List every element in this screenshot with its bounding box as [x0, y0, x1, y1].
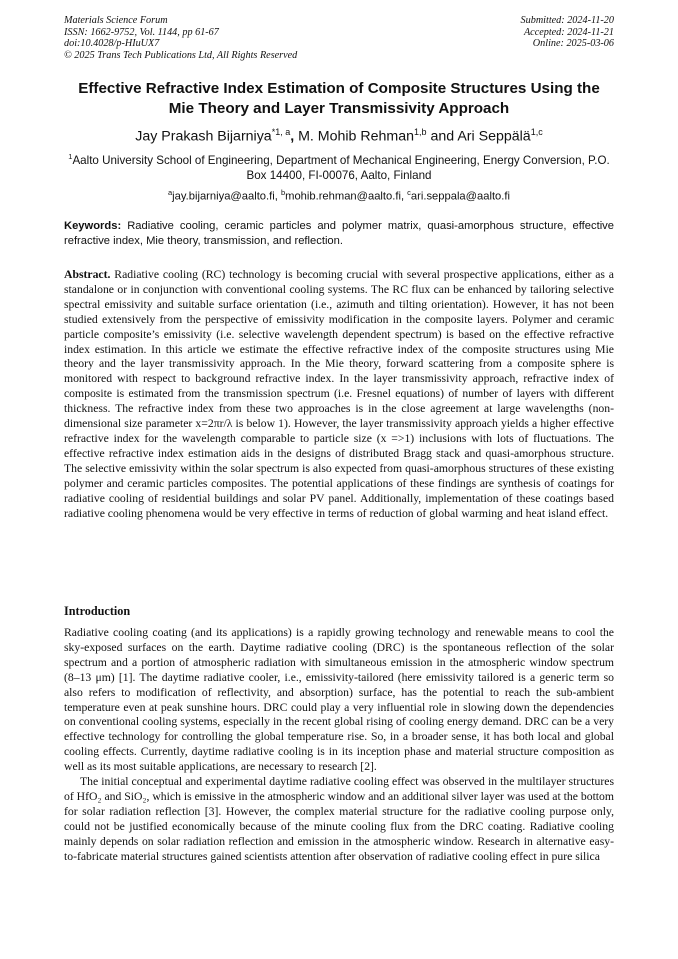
author-3-name: Ari Seppälä — [457, 128, 531, 145]
author-1-marker: *1, a — [271, 127, 291, 137]
affiliation-text: Aalto University School of Engineering, Department of Mechanical Engineering, Energy Conversion, P.O. Box 14400, FI-00076, Aalto, Finland — [72, 153, 610, 183]
journal-header-right — [521, 15, 614, 50]
author-separator-1: , — [290, 128, 299, 145]
title-line-1: Effective Refractive Index Estimation of Composite Structures Using the — [78, 80, 600, 97]
paper-title — [40, 79, 638, 119]
journal-name: Materials Science Forum — [64, 15, 168, 26]
email-c-marker: c — [407, 188, 411, 197]
intro-paragraph-2: The initial conceptual and experimental daytime radiative cooling effect was observed in the multilayer structures of HfO₂ and SiO₂, which is emissive in the atmospheric window and an additional silver layer was used at the bottom for solar radiation reflection [3]. However, the complex material structure for the radiative cooling purpose only, could not be justified economically because of the minute cooling flux from the DRC coating. Radiative cooling mainly depends on solar radiation reflection and emission in the atmospheric window. Research in alternative easy-to-fabricate material structures gained scientists attention after observation of radiative cooling effect in pure silica — [64, 775, 614, 863]
accepted-date: Accepted: 2024-11-21 — [523, 26, 614, 38]
email-c[interactable]: ari.seppala@aalto.fi — [410, 190, 510, 203]
email-b-marker: b — [280, 188, 286, 197]
keywords-block — [64, 219, 614, 248]
submitted-date: Submitted: 2024-11-20 — [520, 15, 614, 26]
author-list — [40, 123, 638, 146]
email-a-marker: a — [168, 188, 173, 197]
author-separator-2: and — [426, 128, 458, 145]
abstract-block — [64, 268, 614, 521]
author-2-name: M. Mohib Rehman — [298, 128, 415, 145]
abstract-label: Abstract. — [64, 268, 111, 281]
title-line-2: Mie Theory and Layer Transmissivity Approach — [168, 100, 510, 117]
author-2-marker: 1,b — [414, 127, 427, 137]
email-a[interactable]: jay.bijarniya@aalto.fi, — [172, 190, 281, 203]
author-3-marker: 1,c — [530, 127, 543, 137]
email-b[interactable]: mohib.rehman@aalto.fi, — [285, 190, 408, 203]
intro-paragraph-1: Radiative cooling coating (and its applications) is a rapidly growing technology and renewable means to cool the sky-exposed surfaces on the earth. Daytime radiative cooling (DRC) is the spontaneous reflection of the solar spectrum and a portion of atmospheric radiation with simultaneous emission in the atmospheric window spectrum (8–13 μm) [1]. The daytime radiative cooler, i.e., emissivity-tailored (here emissivity tailored is a generic term so also refers to modification of reflectivity, and absorption) surface, has the potential to reach the sub-ambient temperature even at peak sunshine hours. DRC could play a very influential role in slowing down the dependencies on conventional cooling systems, especially in the recent global rising of cooling energy demand. DRC can be a very effective technology for controlling the global temperature rise. So, in a broader sense, it has both local and global cooling effects. Currently, daytime radiative cooling is in its inception phase and material structure composition as well as its most suitable applications, are necessary to research [2]. — [64, 626, 614, 774]
doi-line[interactable]: doi:10.4028/p-HIuUX7 — [64, 38, 160, 50]
affiliation — [64, 149, 614, 184]
online-date: Online: 2025-03-06 — [532, 38, 614, 50]
introduction-heading: Introduction — [64, 604, 131, 618]
abstract-text: Radiative cooling (RC) technology is becoming crucial with several prospective applications, either as a standalone or in conjunction with conventional cooling systems. The RC flux can be enhanced by tailoring selective spectral emissivity and suitable surface orientation (i.e., azimuth and tilting orientation). However, it has not been studied extensively from the perspective of emissivity modification in the composite layers. Polymer and ceramic particle composite’s emissivity (i.e. selective wavelength dependent spectrum) is based on the effective refractive index estimation. In this article we estimate the effective refractive index of the composite structures using Mie theory and the layer transmissivity approach. In the Mie theory, forward scattering from a composite sphere is monitored with respect to background refractive index. In the layer transmissivity approach, refractive index of composite is estimated from the transmission spectrum (i.e. Fresnel equations) of number of layers with different thickness. The refractive index from these two approaches is in the close agreement at large wavelengths (non-dimensional size parameter x=2πr/λ is below 1). However, the layer transmissivity approach yields a higher effective refractive index for the wavelength comparable to particle size (x =>1) inclusions with lots of fluctuations. The effective refractive index estimation aids in the designs of distributed Bragg stack and quasi-amorphous structure. The selective emissivity within the solar spectrum is also expected from quasi-amorphous structures of these existing polymer and ceramic particles composites. The potential applications of these findings are synthesis of coatings for radiative cooling of residential buildings and solar PV panel. Additionally, implementation of these coatings based radiative cooling phenomena would be very effective in terms of reduction of global warming and heat island effect. — [64, 268, 614, 520]
copyright-line: © 2025 Trans Tech Publications Ltd, All Rights Reserved — [64, 49, 298, 61]
keywords-label: Keywords: — [64, 220, 122, 232]
author-1-name: Jay Prakash Bijarniya — [135, 128, 272, 145]
keywords-text: Radiative cooling, ceramic particles and polymer matrix, quasi-amorphous structure, effective refractive index, Mie theory, transmission, and reflection. — [64, 220, 614, 247]
introduction-body — [64, 626, 614, 865]
journal-header-left — [64, 15, 297, 61]
affiliation-marker: 1 — [68, 152, 73, 161]
author-emails — [64, 185, 614, 205]
issn-line: ISSN: 1662-9752, Vol. 1144, pp 61-67 — [64, 26, 219, 38]
